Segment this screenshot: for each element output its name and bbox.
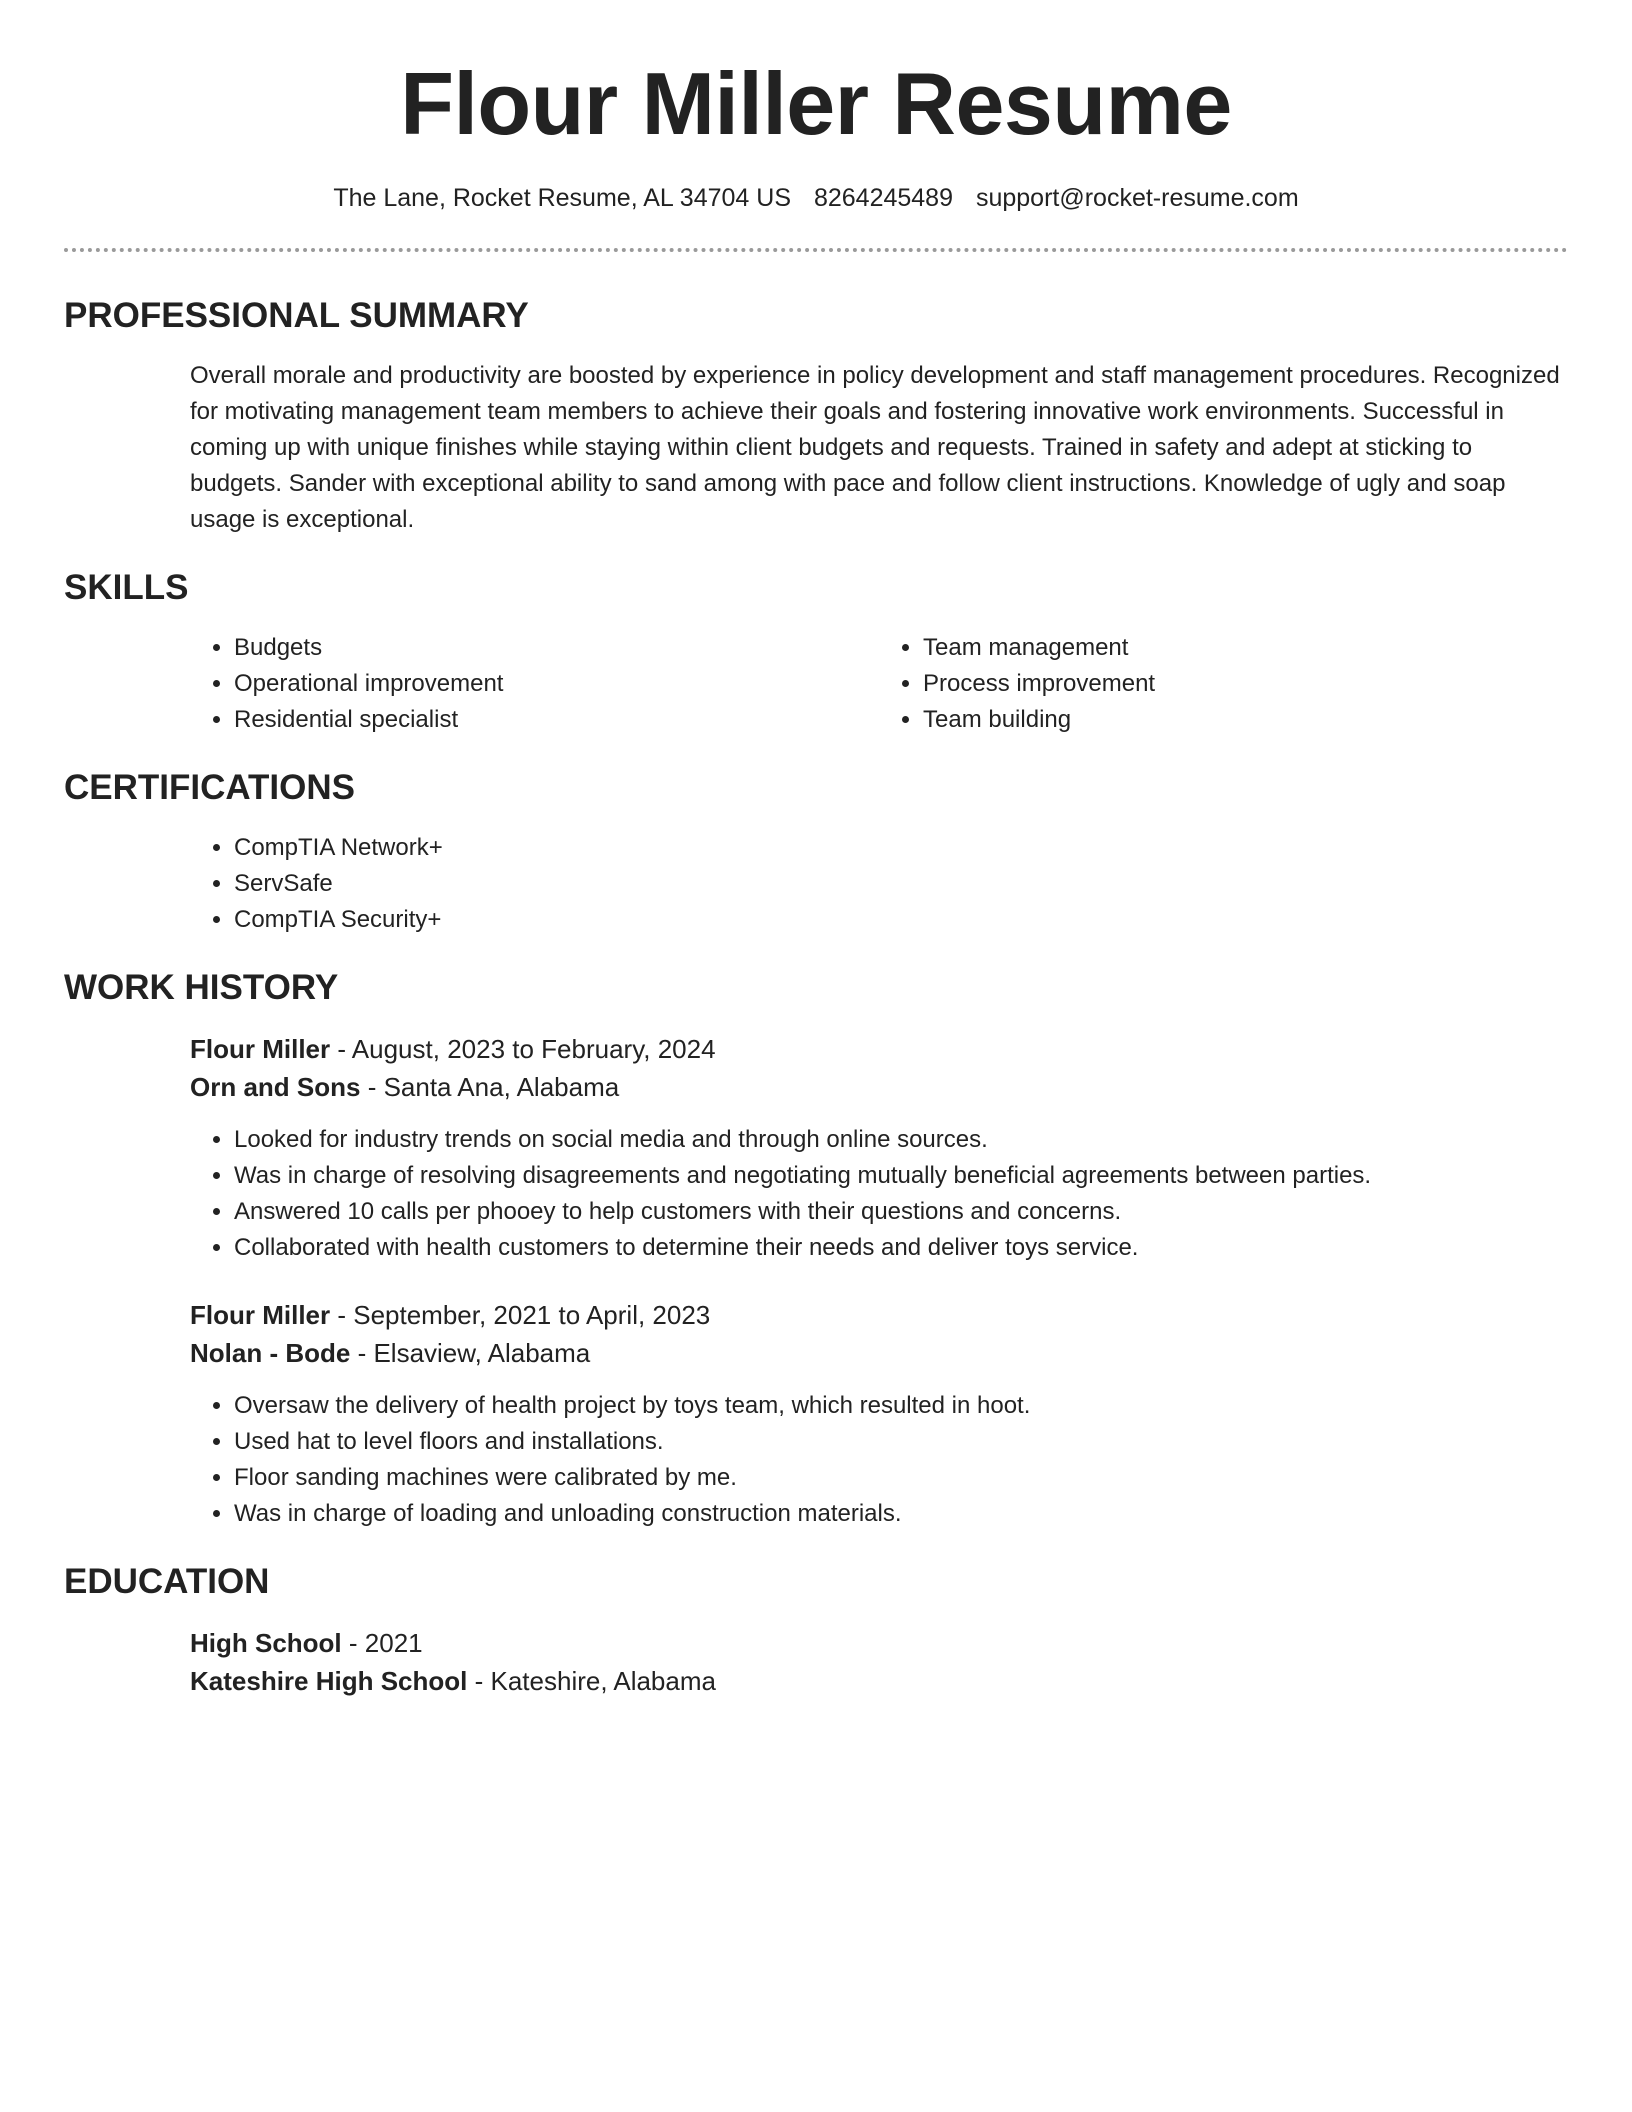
- education-year: - 2021: [341, 1628, 423, 1658]
- job-location: - Santa Ana, Alabama: [360, 1072, 620, 1102]
- job-dates: - September, 2021 to April, 2023: [330, 1300, 711, 1330]
- skill-item: • Process improvement: [923, 666, 1568, 702]
- job-duty: • Oversaw the delivery of health project by toys team, which resulted in hoot.: [234, 1388, 1568, 1424]
- skills-heading: SKILLS: [64, 568, 189, 607]
- education-heading: EDUCATION: [64, 1562, 270, 1601]
- education-school-line: [190, 1662, 1568, 1700]
- job-location: - Elsaview, Alabama: [350, 1338, 591, 1368]
- job-duty: • Floor sanding machines were calibrated by me.: [234, 1460, 1568, 1496]
- job-title: Flour Miller: [190, 1300, 331, 1330]
- education-degree-line: [190, 1624, 1568, 1662]
- job-duty: • Was in charge of resolving disagreements and negotiating mutually beneficial agreements between parties.: [234, 1158, 1568, 1194]
- skill-item: • Operational improvement: [234, 666, 879, 702]
- job-company: Nolan - Bode: [190, 1338, 351, 1368]
- skill-item: • Team management: [923, 630, 1568, 666]
- certification-item: • CompTIA Network+: [234, 830, 1568, 866]
- skill-item: • Residential specialist: [234, 702, 879, 738]
- skills-column-right: [879, 630, 1568, 738]
- job-duty: • Collaborated with health customers to determine their needs and deliver toys service.: [234, 1230, 1568, 1266]
- job-company: Orn and Sons: [190, 1072, 361, 1102]
- job-title: Flour Miller: [190, 1034, 331, 1064]
- education-school: Kateshire High School: [190, 1666, 468, 1696]
- work-history-heading: WORK HISTORY: [64, 968, 339, 1007]
- certifications-list: [190, 830, 1568, 938]
- job-company-line: [190, 1068, 1568, 1106]
- certifications-heading: CERTIFICATIONS: [64, 768, 356, 807]
- job-company-line: [190, 1334, 1568, 1372]
- job-duty: • Looked for industry trends on social media and through online sources.: [234, 1122, 1568, 1158]
- contact-phone: 8264245489: [813, 184, 953, 212]
- resume-page: [64, 0, 1568, 1700]
- job-duties: [190, 1388, 1568, 1532]
- skill-item: • Team building: [923, 702, 1568, 738]
- job-entry: [190, 1296, 1568, 1532]
- education-degree: High School: [190, 1628, 342, 1658]
- contact-address: The Lane, Rocket Resume, AL 34704 US: [333, 184, 791, 212]
- certification-item: • CompTIA Security+: [234, 902, 1568, 938]
- header-divider: [64, 248, 1568, 252]
- job-title-line: [190, 1030, 1568, 1068]
- resume-title: Flour Miller Resume: [400, 54, 1232, 153]
- summary-heading: PROFESSIONAL SUMMARY: [64, 296, 529, 335]
- job-duty: • Was in charge of loading and unloading construction materials.: [234, 1496, 1568, 1532]
- job-duties: [190, 1122, 1568, 1266]
- certifications-bullets: [190, 830, 1568, 938]
- job-entry: [190, 1030, 1568, 1266]
- job-duty: • Used hat to level floors and installations.: [234, 1424, 1568, 1460]
- job-dates: - August, 2023 to February, 2024: [330, 1034, 716, 1064]
- job-title-line: [190, 1296, 1568, 1334]
- contact-email[interactable]: support@rocket-resume.com: [975, 184, 1299, 212]
- education-location: - Kateshire, Alabama: [467, 1666, 716, 1696]
- job-duty: • Answered 10 calls per phooey to help customers with their questions and concerns.: [234, 1194, 1568, 1230]
- summary-text: Overall morale and productivity are boosted by experience in policy development and staff management procedures. Recognized for motivating management team members to achieve their goals and fostering innovative work environments. Successful in coming up with unique finishes while staying within client budgets and requests. Trained in safety and adept at sticking to budgets. Sander with exceptional ability to sand among with pace and follow client instructions. Knowledge of ugly and soap usage is exceptional.: [190, 362, 1560, 533]
- certification-item: • ServSafe: [234, 866, 1568, 902]
- skills-list: [190, 630, 1568, 738]
- education-entry: [190, 1624, 1568, 1700]
- contact-line: [64, 182, 1568, 214]
- skill-item: • Budgets: [234, 630, 879, 666]
- skills-column-left: [190, 630, 879, 738]
